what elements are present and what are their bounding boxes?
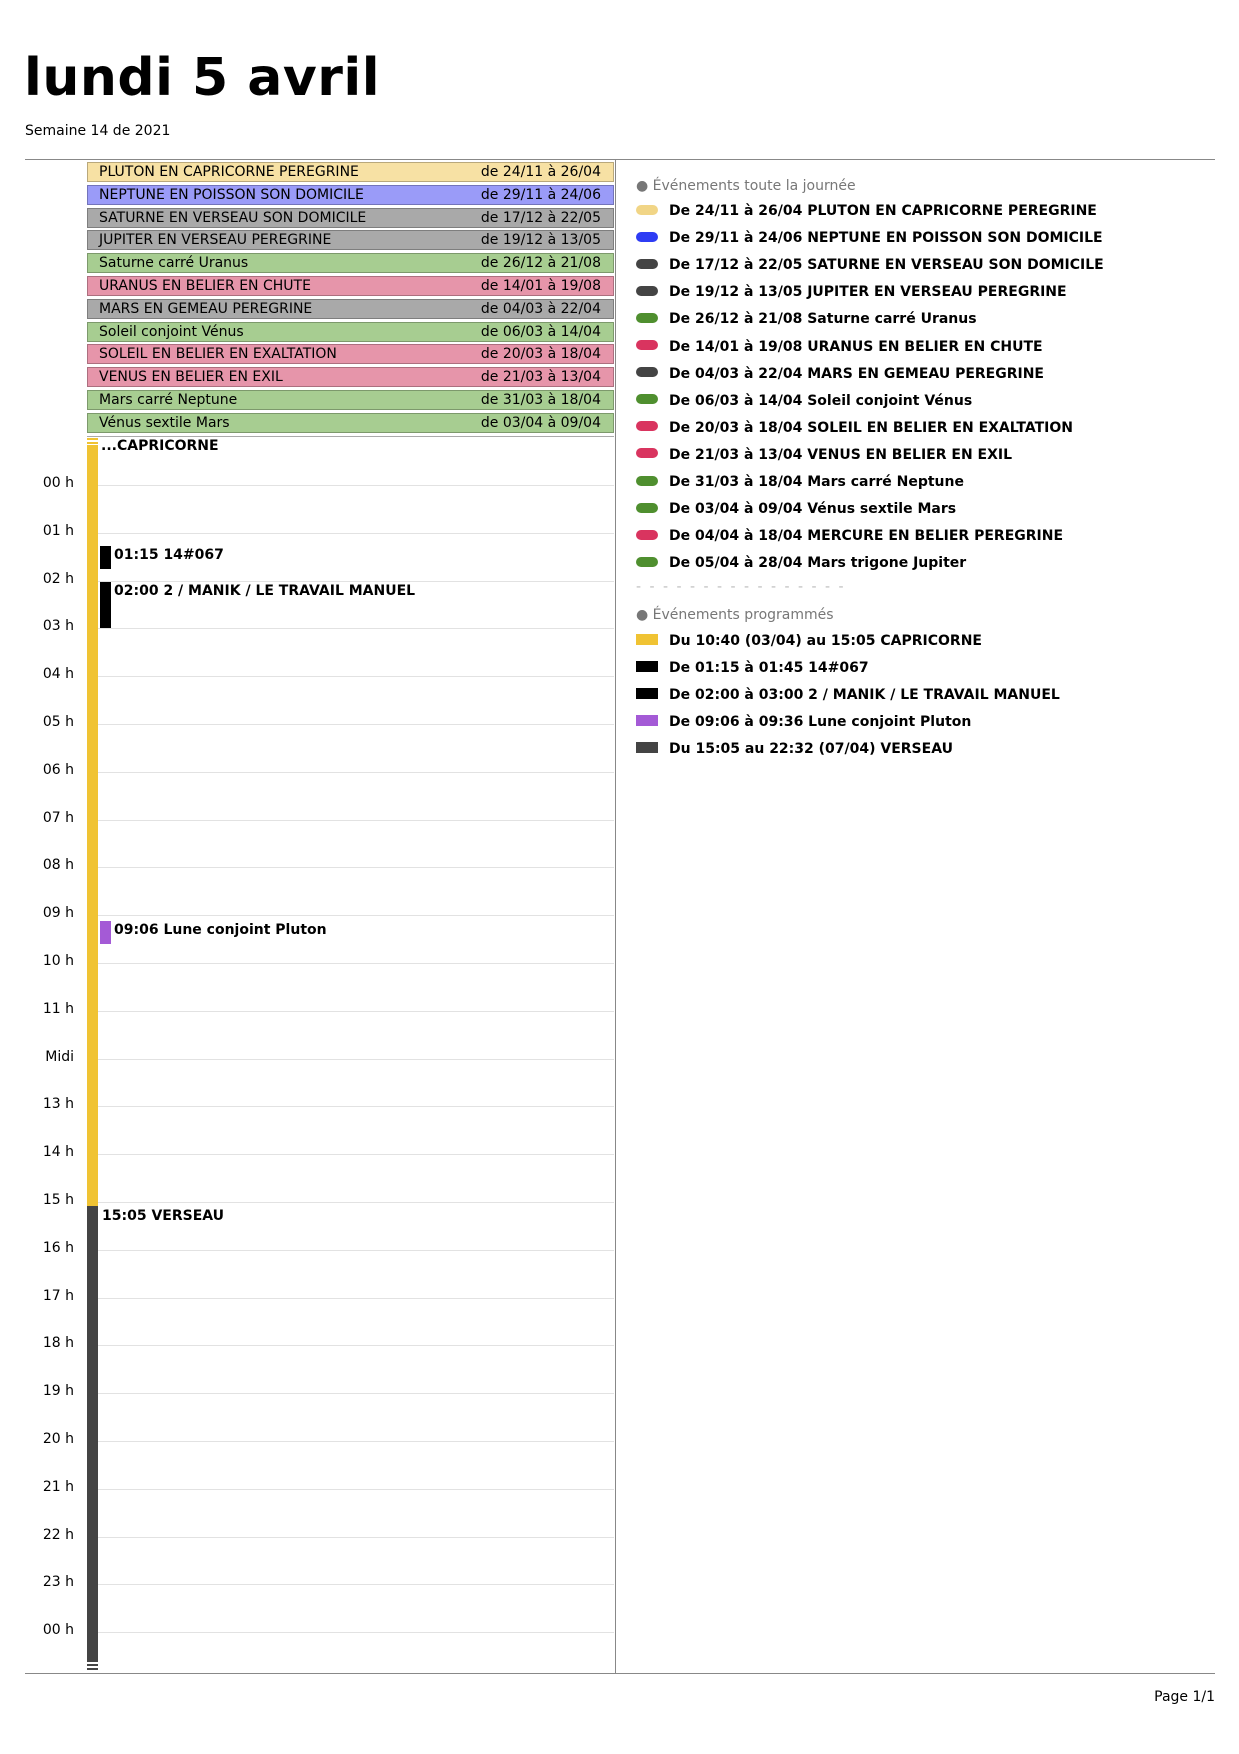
event-list-text: De 06/03 à 14/04 Soleil conjoint Vénus — [669, 392, 973, 409]
banner-range: de 04/03 à 22/04 — [480, 300, 601, 317]
banner-name: MARS EN GEMEAU PEREGRINE — [99, 300, 313, 317]
week-subtitle: Semaine 14 de 2021 — [25, 123, 171, 139]
event-list-item[interactable] — [636, 420, 1073, 436]
allday-heading: ● Événements toute la journée — [636, 178, 856, 194]
color-swatch — [636, 286, 658, 296]
event-block[interactable] — [100, 546, 111, 569]
banner-name: Vénus sextile Mars — [99, 414, 230, 431]
hour-label: 16 h — [42, 1239, 74, 1256]
hour-gridline — [98, 1298, 614, 1299]
hour-label: 13 h — [42, 1096, 74, 1113]
hour-gridline — [98, 820, 614, 821]
hour-gridline — [98, 1584, 614, 1585]
color-swatch — [636, 634, 658, 645]
event-list-item[interactable] — [636, 660, 869, 676]
hour-gridline — [98, 1345, 614, 1346]
hour-gridline — [98, 915, 614, 916]
event-list-text: De 26/12 à 21/08 Saturne carré Uranus — [669, 311, 977, 328]
event-label: 01:15 14#067 — [114, 546, 224, 563]
color-swatch — [636, 205, 658, 215]
event-block[interactable] — [100, 582, 111, 629]
allday-banner[interactable] — [87, 230, 614, 250]
column-divider — [615, 159, 616, 1673]
banner-name: URANUS EN BELIER EN CHUTE — [99, 277, 311, 294]
banner-range: de 21/03 à 13/04 — [480, 369, 601, 386]
color-swatch — [636, 661, 658, 672]
color-swatch — [636, 232, 658, 242]
hour-gridline — [98, 1441, 614, 1442]
hour-gridline — [98, 1393, 614, 1394]
hour-label: 07 h — [42, 809, 74, 826]
event-label: 02:00 2 / MANIK / LE TRAVAIL MANUEL — [114, 582, 416, 599]
hour-gridline — [98, 1059, 614, 1060]
hour-gridline — [98, 1106, 614, 1107]
allday-banner[interactable] — [87, 413, 614, 433]
allday-banner[interactable] — [87, 390, 614, 410]
hour-gridline — [98, 963, 614, 964]
verseau-band[interactable] — [87, 1206, 98, 1662]
hour-label: 19 h — [42, 1383, 74, 1400]
event-list-text: De 03/04 à 09/04 Vénus sextile Mars — [669, 501, 957, 518]
continuation-marker — [87, 442, 98, 444]
event-list-item[interactable] — [636, 393, 972, 409]
banner-range: de 31/03 à 18/04 — [480, 391, 601, 408]
continuation-marker — [87, 1664, 98, 1666]
banner-name: Soleil conjoint Vénus — [99, 323, 244, 340]
capricorne-label: ...CAPRICORNE — [101, 438, 219, 454]
allday-banner[interactable] — [87, 276, 614, 296]
color-swatch — [636, 448, 658, 458]
allday-banner[interactable] — [87, 322, 614, 342]
event-list-text: De 24/11 à 26/04 PLUTON EN CAPRICORNE PEREGRINE — [669, 203, 1097, 219]
hour-gridline — [98, 1537, 614, 1538]
event-list-text: De 09:06 à 09:36 Lune conjoint Pluton — [669, 714, 972, 731]
event-list-item[interactable] — [636, 555, 966, 571]
event-block[interactable] — [100, 921, 111, 944]
allday-banner[interactable] — [87, 208, 614, 228]
banner-range: de 29/11 à 24/06 — [480, 186, 601, 203]
hour-label: 18 h — [42, 1335, 74, 1352]
event-list-text: Du 15:05 au 22:32 (07/04) VERSEAU — [669, 741, 953, 758]
hour-label: 17 h — [42, 1287, 74, 1304]
hour-label: 15 h — [42, 1192, 74, 1208]
event-list-text: De 02:00 à 03:00 2 / MANIK / LE TRAVAIL MANUEL — [669, 687, 1060, 704]
event-list-text: De 04/04 à 18/04 MERCURE EN BELIER PEREGRINE — [669, 528, 1064, 545]
continuation-marker — [87, 1668, 98, 1670]
event-list-item[interactable] — [636, 741, 953, 757]
allday-banner[interactable] — [87, 162, 614, 182]
color-swatch — [636, 503, 658, 513]
color-swatch — [636, 688, 658, 699]
event-list-item[interactable] — [636, 366, 1044, 382]
banner-name: Mars carré Neptune — [99, 391, 238, 408]
event-label: 09:06 Lune conjoint Pluton — [114, 921, 327, 938]
event-list-item[interactable] — [636, 687, 1060, 703]
banner-name: Saturne carré Uranus — [99, 255, 249, 272]
hour-label: 09 h — [42, 905, 74, 922]
event-list-item[interactable] — [636, 501, 956, 517]
color-swatch — [636, 715, 658, 726]
color-swatch — [636, 557, 658, 567]
hour-label: 23 h — [42, 1574, 74, 1591]
banner-name: SOLEIL EN BELIER EN EXALTATION — [99, 346, 337, 363]
hour-gridline — [98, 628, 614, 629]
color-swatch — [636, 742, 658, 753]
hour-label: 00 h — [42, 475, 74, 491]
hour-gridline — [98, 1489, 614, 1490]
event-list-item[interactable] — [636, 311, 977, 327]
event-list-item[interactable] — [636, 714, 971, 730]
hour-gridline — [98, 724, 614, 725]
hour-label: 03 h — [42, 618, 74, 635]
banner-name: JUPITER EN VERSEAU PEREGRINE — [99, 232, 332, 249]
event-list-item[interactable] — [636, 230, 1103, 246]
banner-range: de 24/11 à 26/04 — [480, 164, 601, 180]
event-list-item[interactable] — [636, 633, 982, 649]
hour-label: 10 h — [42, 953, 74, 969]
banner-name: PLUTON EN CAPRICORNE PEREGRINE — [99, 164, 359, 180]
hour-label: 20 h — [42, 1431, 74, 1447]
page-title: lundi 5 avril — [24, 48, 381, 108]
hour-gridline — [98, 581, 614, 582]
hour-gridline — [98, 1250, 614, 1251]
event-list-item[interactable] — [636, 203, 1097, 219]
color-swatch — [636, 421, 658, 431]
event-list-text: De 29/11 à 24/06 NEPTUNE EN POISSON SON DOMICILE — [669, 230, 1103, 247]
event-label: 15:05 VERSEAU — [102, 1207, 225, 1224]
event-list-item[interactable] — [636, 284, 1067, 300]
hour-label: 08 h — [42, 857, 74, 874]
hour-gridline — [98, 533, 614, 534]
color-swatch — [636, 530, 658, 540]
hour-label: 11 h — [42, 1000, 74, 1017]
allday-banner[interactable] — [87, 367, 614, 387]
hour-label: 01 h — [42, 522, 74, 539]
banner-name: SATURNE EN VERSEAU SON DOMICILE — [99, 209, 367, 226]
page-number: Page 1/1 — [1154, 1689, 1215, 1705]
event-list-item[interactable] — [636, 257, 1104, 273]
event-list-item[interactable] — [636, 528, 1063, 544]
banner-range: de 14/01 à 19/08 — [480, 277, 601, 294]
hour-label: 21 h — [42, 1478, 74, 1495]
hour-gridline — [98, 1632, 614, 1633]
banner-range: de 17/12 à 22/05 — [480, 209, 601, 226]
banner-range: de 03/04 à 09/04 — [480, 414, 601, 431]
event-list-text: De 14/01 à 19/08 URANUS EN BELIER EN CHUTE — [669, 338, 1043, 355]
banner-name: VENUS EN BELIER EN EXIL — [99, 369, 283, 386]
event-list-item[interactable] — [636, 339, 1043, 355]
hour-label: Midi — [45, 1048, 74, 1065]
color-swatch — [636, 313, 658, 323]
banner-range: de 20/03 à 18/04 — [480, 346, 601, 363]
banner-name: NEPTUNE EN POISSON SON DOMICILE — [99, 186, 364, 203]
allday-banners — [87, 162, 614, 436]
hour-gridline — [98, 772, 614, 773]
event-list-item[interactable] — [636, 447, 1012, 463]
allday-banner[interactable] — [87, 299, 614, 319]
capricorne-band[interactable] — [87, 445, 98, 1206]
hour-gridline — [98, 676, 614, 677]
list-divider: - - - - - - - - - - - - - - - - — [636, 579, 846, 595]
event-list-text: De 20/03 à 18/04 SOLEIL EN BELIER EN EXALTATION — [669, 419, 1073, 436]
allday-banner[interactable] — [87, 185, 614, 205]
hour-label: 05 h — [42, 714, 74, 730]
hour-gridline — [98, 1011, 614, 1012]
event-list-item[interactable] — [636, 474, 964, 490]
color-swatch — [636, 476, 658, 486]
hour-label: 14 h — [42, 1144, 74, 1161]
banner-range: de 26/12 à 21/08 — [480, 255, 601, 272]
hour-label: 02 h — [42, 570, 74, 587]
event-list-text: De 04/03 à 22/04 MARS EN GEMEAU PEREGRINE — [669, 365, 1044, 382]
hour-gridline — [98, 867, 614, 868]
hour-label: 22 h — [42, 1526, 74, 1543]
color-swatch — [636, 367, 658, 377]
scheduled-heading: ● Événements programmés — [636, 607, 834, 623]
banner-range: de 06/03 à 14/04 — [480, 323, 601, 340]
hour-label: 00 h — [42, 1622, 74, 1639]
event-list-text: De 01:15 à 01:45 14#067 — [669, 660, 869, 677]
event-list-text: De 19/12 à 13/05 JUPITER EN VERSEAU PEREGRINE — [669, 284, 1067, 301]
event-list-text: De 21/03 à 13/04 VENUS EN BELIER EN EXIL — [669, 446, 1013, 463]
event-list-text: De 17/12 à 22/05 SATURNE EN VERSEAU SON DOMICILE — [669, 257, 1104, 274]
continuation-marker — [87, 438, 98, 440]
event-list-text: Du 10:40 (03/04) au 15:05 CAPRICORNE — [669, 633, 982, 649]
event-list-text: De 31/03 à 18/04 Mars carré Neptune — [669, 474, 964, 490]
top-divider — [25, 159, 1215, 160]
banner-range: de 19/12 à 13/05 — [480, 232, 601, 249]
hour-gridline — [98, 485, 614, 486]
allday-banner[interactable] — [87, 344, 614, 364]
hour-gridline — [98, 1202, 614, 1203]
event-list-text: De 05/04 à 28/04 Mars trigone Jupiter — [669, 555, 967, 572]
banner-separator — [87, 436, 614, 437]
hour-label: 04 h — [42, 666, 74, 683]
hour-gridline — [98, 1154, 614, 1155]
allday-banner[interactable] — [87, 253, 614, 273]
color-swatch — [636, 340, 658, 350]
color-swatch — [636, 394, 658, 404]
hour-label: 06 h — [42, 761, 74, 778]
bottom-divider — [25, 1673, 1215, 1674]
color-swatch — [636, 259, 658, 269]
